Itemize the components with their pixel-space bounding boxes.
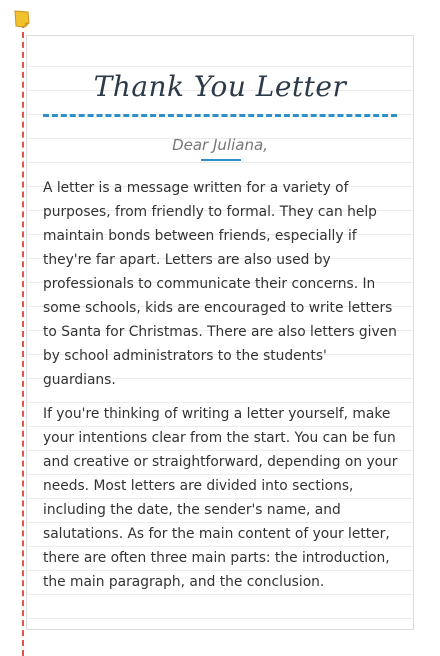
sticky-note-icon	[12, 9, 32, 29]
letter-sheet	[26, 35, 414, 630]
margin-line	[22, 22, 24, 656]
salutation-underline	[201, 159, 241, 161]
letter-title: Thank You Letter	[93, 70, 347, 103]
paragraph-2: If you're thinking of writing a letter yourself, make your intentions clear from the start. You can be fun and creative or straightforward, depending on your needs. Most letters are divided into sections, including the date, the sender's name, and salutations. As for the main content of your letter, there are often three main parts: the introduction, the main paragraph, and the conclusion.	[43, 406, 398, 590]
paragraph-1: A letter is a message written for a variety of purposes, from friendly to formal. They can help maintain bonds between friends, especially if they're far apart. Letters are also used by professionals to communicate their concerns. In some schools, kids are encouraged to write letters to Santa for Christmas. There are also letters given by school administrators to the students' guardians.	[43, 180, 397, 388]
salutation: Dear Juliana,	[172, 136, 268, 154]
letter-body	[43, 176, 399, 604]
title-divider	[43, 114, 397, 117]
